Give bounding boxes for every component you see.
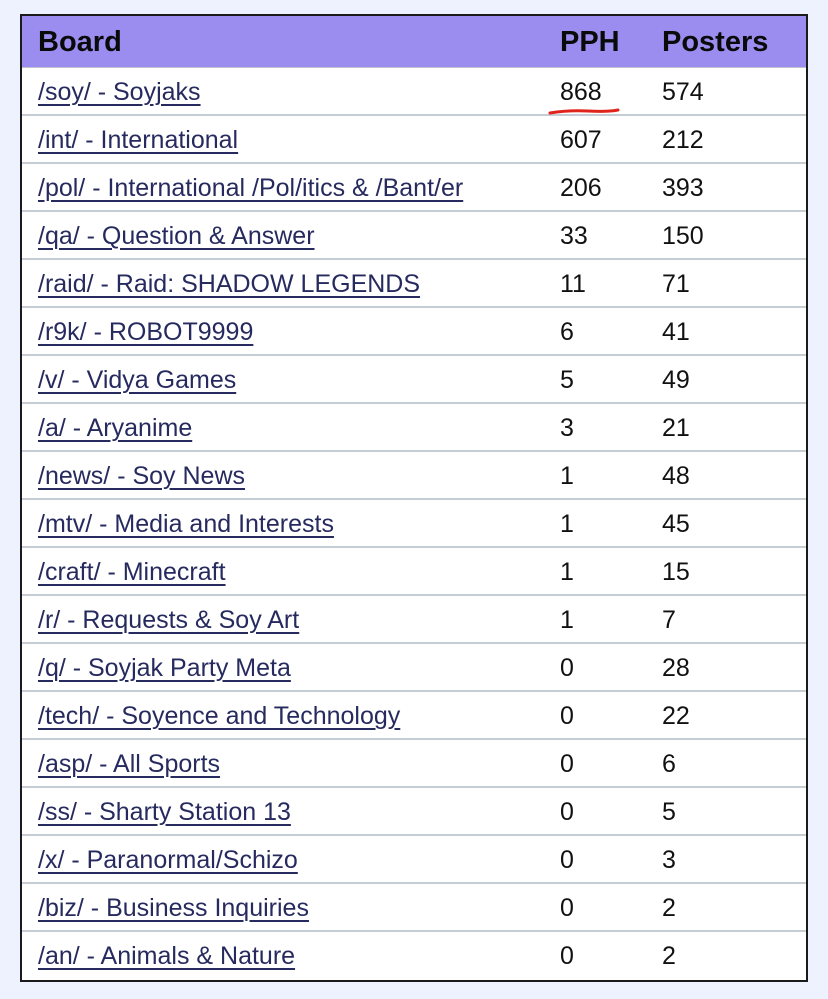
- board-cell: [38, 654, 291, 683]
- posters-cell: 71: [662, 270, 690, 298]
- posters-cell: 393: [662, 174, 704, 202]
- board-cell: [38, 558, 226, 587]
- board-link[interactable]: /soy/ - Soyjaks: [38, 78, 201, 106]
- board-link[interactable]: /qa/ - Question & Answer: [38, 222, 315, 250]
- posters-cell: 15: [662, 558, 690, 586]
- pph-cell: 3: [560, 414, 574, 442]
- posters-cell: 41: [662, 318, 690, 346]
- board-cell: [38, 846, 298, 875]
- table-row: [22, 452, 806, 500]
- board-link[interactable]: /tech/ - Soyence and Technology: [38, 702, 401, 730]
- posters-cell: 28: [662, 654, 690, 682]
- posters-cell: 6: [662, 750, 676, 778]
- pph-cell: 11: [560, 270, 586, 298]
- board-link[interactable]: /pol/ - International /Pol/itics & /Bant/er: [38, 174, 464, 202]
- board-link[interactable]: /q/ - Soyjak Party Meta: [38, 654, 291, 682]
- pph-cell: 6: [560, 318, 574, 346]
- posters-cell: 212: [662, 126, 704, 154]
- posters-cell: 150: [662, 222, 704, 250]
- board-link[interactable]: /int/ - International: [38, 126, 239, 154]
- table-row: [22, 788, 806, 836]
- posters-cell: 574: [662, 78, 704, 106]
- header-pph: PPH: [560, 26, 620, 58]
- pph-cell: 607: [560, 126, 602, 154]
- table-row: [22, 404, 806, 452]
- board-link[interactable]: /a/ - Aryanime: [38, 414, 193, 442]
- table-row: [22, 500, 806, 548]
- table-header: [22, 16, 806, 68]
- pph-cell: 0: [560, 942, 574, 970]
- posters-cell: 49: [662, 366, 690, 394]
- table-row: [22, 260, 806, 308]
- pph-cell: 1: [560, 510, 574, 538]
- table-row: [22, 644, 806, 692]
- posters-cell: 3: [662, 846, 676, 874]
- board-link[interactable]: /r/ - Requests & Soy Art: [38, 606, 300, 634]
- board-cell: [38, 510, 334, 539]
- posters-cell: 2: [662, 894, 676, 922]
- pph-cell: 0: [560, 750, 574, 778]
- board-cell: [38, 750, 220, 779]
- pph-cell: 5: [560, 366, 574, 394]
- board-cell: [38, 942, 295, 971]
- header-posters: Posters: [662, 26, 769, 58]
- pph-cell: 1: [560, 606, 574, 634]
- board-cell: [38, 702, 400, 731]
- table-row: [22, 116, 806, 164]
- board-cell: [38, 318, 253, 347]
- board-link[interactable]: /x/ - Paranormal/Schizo: [38, 846, 298, 874]
- board-cell: [38, 414, 192, 443]
- table-row: [22, 356, 806, 404]
- pph-cell: 1: [560, 558, 574, 586]
- board-stats-table: [20, 14, 808, 982]
- pph-cell: 1: [560, 462, 574, 490]
- board-link[interactable]: /news/ - Soy News: [38, 462, 246, 490]
- posters-cell: 2: [662, 942, 676, 970]
- table-row: [22, 212, 806, 260]
- posters-cell: 7: [662, 606, 676, 634]
- board-link[interactable]: /r9k/ - ROBOT9999: [38, 318, 254, 346]
- board-link[interactable]: /v/ - Vidya Games: [38, 366, 237, 394]
- board-cell: [38, 78, 201, 107]
- table-row: [22, 692, 806, 740]
- posters-cell: 21: [662, 414, 690, 442]
- pph-cell: 0: [560, 654, 574, 682]
- pph-cell: 0: [560, 894, 574, 922]
- posters-cell: 5: [662, 798, 676, 826]
- table-row: [22, 164, 806, 212]
- pph-cell: 206: [560, 174, 602, 202]
- board-cell: [38, 270, 420, 299]
- table-row: [22, 308, 806, 356]
- pph-cell: 868: [560, 78, 602, 106]
- pph-cell: 0: [560, 798, 574, 826]
- posters-cell: 22: [662, 702, 690, 730]
- board-link[interactable]: /craft/ - Minecraft: [38, 558, 226, 586]
- posters-cell: 48: [662, 462, 690, 490]
- board-cell: [38, 222, 315, 251]
- table-row: [22, 548, 806, 596]
- pph-cell: 0: [560, 846, 574, 874]
- pph-cell: 0: [560, 702, 574, 730]
- board-cell: [38, 126, 238, 155]
- board-link[interactable]: /biz/ - Business Inquiries: [38, 894, 309, 922]
- board-link[interactable]: /ss/ - Sharty Station 13: [38, 798, 291, 826]
- board-cell: [38, 798, 291, 827]
- board-link[interactable]: /raid/ - Raid: SHADOW LEGENDS: [38, 270, 421, 298]
- board-cell: [38, 606, 299, 635]
- table-row: [22, 596, 806, 644]
- posters-cell: 45: [662, 510, 690, 538]
- board-link[interactable]: /an/ - Animals & Nature: [38, 942, 296, 970]
- table-row: [22, 884, 806, 932]
- table-body: [22, 68, 806, 980]
- table-row: [22, 740, 806, 788]
- pph-cell: 33: [560, 222, 588, 250]
- board-cell: [38, 366, 236, 395]
- board-cell: [38, 894, 309, 923]
- header-board: Board: [38, 26, 122, 58]
- board-cell: [38, 174, 463, 203]
- table-row: [22, 932, 806, 980]
- table-row: [22, 836, 806, 884]
- board-cell: [38, 462, 245, 491]
- table-row: [22, 68, 806, 116]
- board-link[interactable]: /asp/ - All Sports: [38, 750, 221, 778]
- board-link[interactable]: /mtv/ - Media and Interests: [38, 510, 334, 538]
